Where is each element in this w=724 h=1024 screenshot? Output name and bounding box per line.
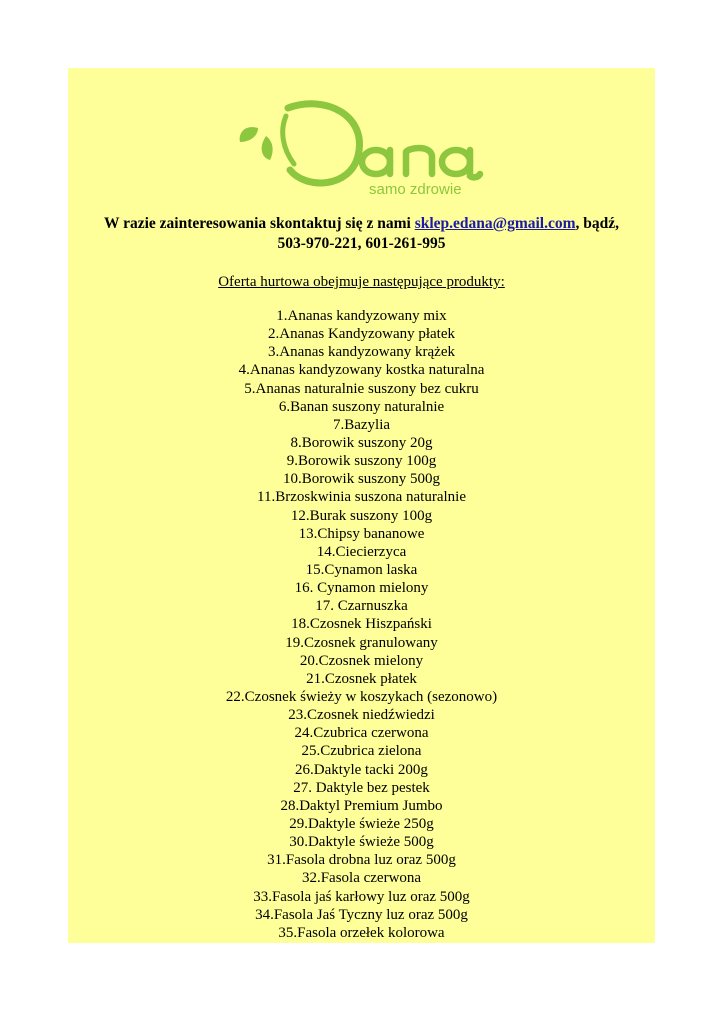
product-item: 19.Czosnek granulowany (285, 634, 438, 651)
dana-logo (236, 86, 496, 196)
product-item: 12.Burak suszony 100g (290, 507, 433, 524)
product-item: 6.Banan suszony naturalnie (278, 398, 445, 415)
product-item: 17. Czarnuszka (315, 598, 408, 615)
product-item: 3.Ananas kandyzowany krążek (267, 344, 455, 361)
product-item: 13.Chipsy bananowe (298, 525, 425, 542)
product-item: 1.Ananas kandyzowany mix (276, 308, 447, 324)
product-item: 7.Bazylia (332, 416, 391, 433)
contact-info (68, 214, 655, 254)
product-item: 8.Borowik suszony 20g (290, 434, 433, 451)
product-item: 15.Cynamon laska (305, 561, 418, 578)
product-item: 35.Fasola orzełek kolorowa (278, 924, 445, 941)
brand-letters-ana (362, 148, 480, 177)
contact-after-email-text: , bądź, (575, 215, 620, 232)
leaf-icon (240, 127, 258, 142)
yellow-document-sheet (68, 68, 655, 943)
product-item: 31.Fasola drobna luz oraz 500g (267, 852, 456, 869)
product-item: 25.Czubrica zielona (301, 743, 422, 760)
logo-tagline: samo zdrowie (369, 181, 462, 196)
product-item: 9.Borowik suszony 100g (286, 453, 437, 470)
offer-heading: Oferta hurtowa obejmuje następujące produkty: (218, 274, 505, 290)
product-item: 28.Daktyl Premium Jumbo (280, 797, 443, 814)
email-link[interactable]: sklep.edana@gmail.com (414, 215, 576, 232)
product-item: 27. Daktyle bez pestek (293, 779, 430, 796)
product-item: 18.Czosnek Hiszpański (291, 616, 432, 633)
product-item: 34.Fasola Jaś Tyczny luz oraz 500g (255, 906, 468, 923)
product-item: 23.Czosnek niedźwiedzi (288, 707, 435, 724)
product-item: 21.Czosnek płatek (306, 670, 417, 687)
product-item: 11.Brzoskwinia suszona naturalnie (257, 489, 466, 506)
product-item: 14.Ciecierzyca (316, 543, 407, 560)
product-item: 26.Daktyle tacki 200g (295, 761, 428, 778)
stylized-d-letter (288, 104, 359, 183)
dana-logo-graphic (236, 86, 496, 196)
product-item: 32.Fasola czerwona (301, 870, 422, 887)
product-list (68, 307, 655, 942)
product-item: 2.Ananas Kandyzowany płatek (267, 326, 456, 343)
phone-numbers: 503-970-221, 601-261-995 (277, 235, 446, 252)
product-item: 30.Daktyle świeże 500g (289, 834, 434, 851)
contact-intro-text: W razie zainteresowania skontaktuj się z nami (103, 215, 415, 232)
product-item: 20.Czosnek mielony (299, 652, 424, 669)
product-item: 22.Czosnek świeży w koszykach (sezonowo) (225, 688, 498, 705)
product-item: 33.Fasola jaś karłowy luz oraz 500g (253, 888, 470, 905)
leaf-icon (262, 136, 273, 160)
product-item: 4.Ananas kandyzowany kostka naturalna (238, 362, 485, 379)
product-item: 5.Ananas naturalnie suszony bez cukru (244, 380, 479, 397)
product-item: 24.Czubrica czerwona (294, 725, 429, 742)
product-item: 29.Daktyle świeże 250g (289, 815, 434, 832)
product-item: 10.Borowik suszony 500g (282, 471, 441, 488)
product-item: 16. Cynamon mielony (294, 580, 429, 597)
